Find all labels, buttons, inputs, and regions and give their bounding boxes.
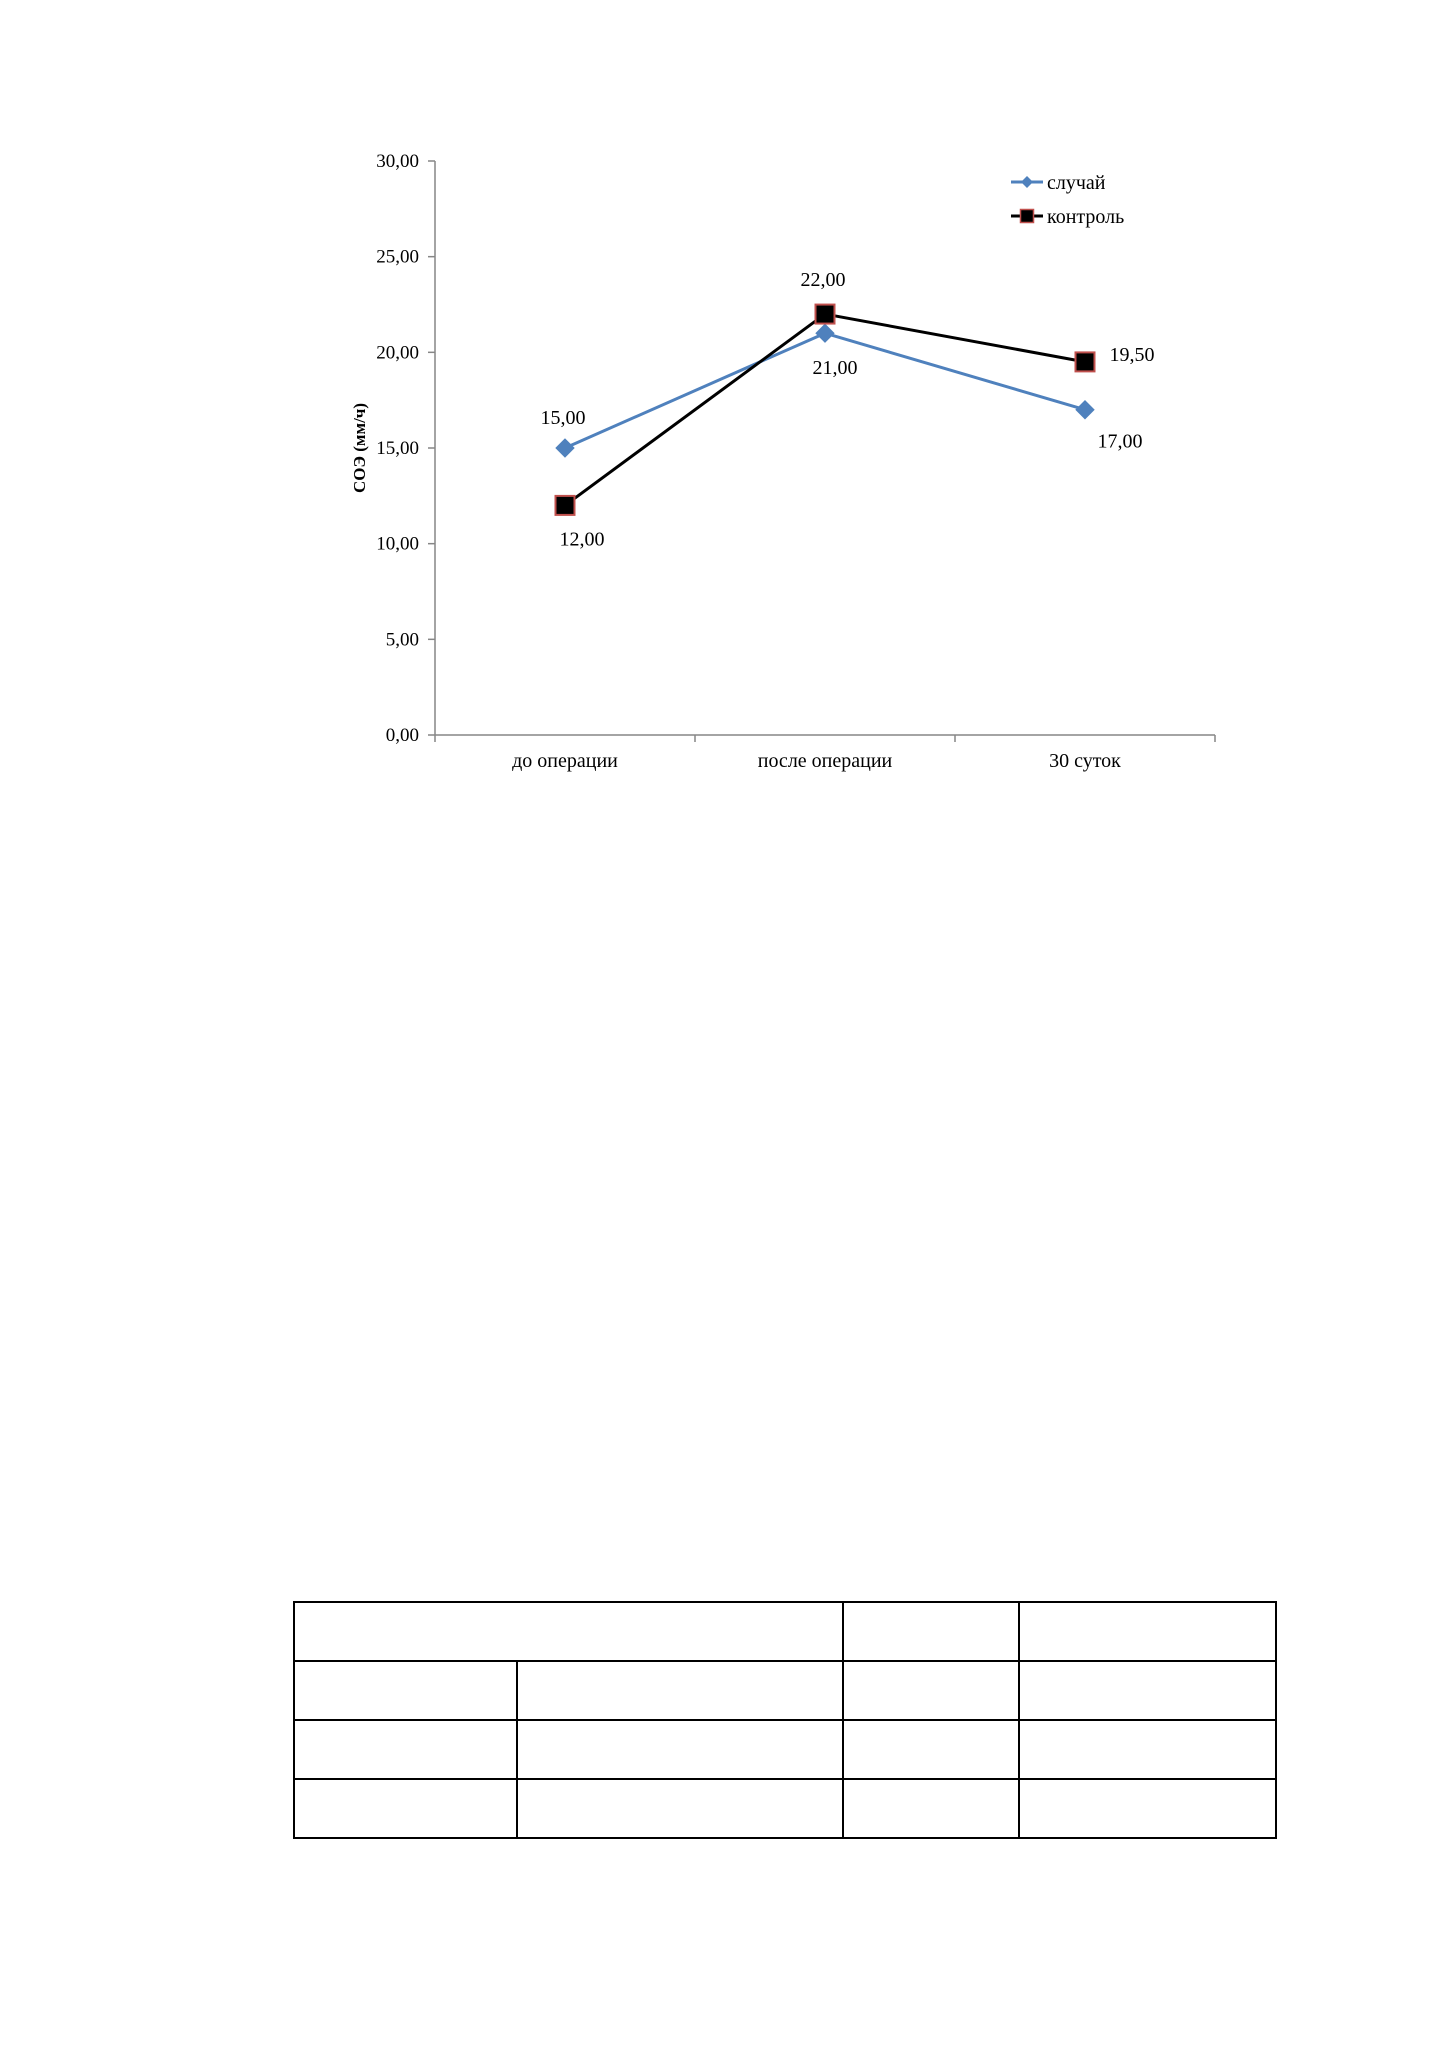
table-cell bbox=[843, 1661, 1019, 1720]
legend-marker bbox=[1021, 210, 1034, 223]
legend-label: случай bbox=[1047, 172, 1106, 194]
data-label: 19,50 bbox=[1109, 343, 1155, 366]
table-cell bbox=[1019, 1720, 1276, 1779]
x-tick-label: до операции bbox=[512, 750, 618, 772]
table-cell bbox=[1019, 1779, 1276, 1838]
table-cell bbox=[294, 1779, 517, 1838]
data-labels bbox=[541, 269, 1155, 550]
legend-marker bbox=[1021, 176, 1033, 188]
table-row bbox=[294, 1602, 1276, 1661]
y-tick-label: 5,00 bbox=[385, 629, 419, 651]
y-tick-label: 30,00 bbox=[376, 151, 419, 172]
table-cell bbox=[843, 1602, 1019, 1661]
data-point bbox=[1076, 352, 1095, 371]
y-tick-label: 25,00 bbox=[376, 246, 419, 268]
y-axis-title: СОЭ (мм/ч) bbox=[350, 402, 369, 494]
data-point bbox=[556, 439, 574, 457]
data-label: 21,00 bbox=[812, 357, 858, 380]
y-axis bbox=[376, 151, 435, 746]
table-cell bbox=[1019, 1661, 1276, 1720]
data-label: 17,00 bbox=[1097, 430, 1143, 453]
data-point bbox=[1076, 401, 1094, 419]
data-point bbox=[816, 305, 835, 324]
legend bbox=[1011, 172, 1124, 228]
table-cell bbox=[294, 1602, 843, 1661]
y-tick-label: 0,00 bbox=[385, 725, 419, 746]
data-point bbox=[816, 324, 834, 342]
y-tick-label: 10,00 bbox=[376, 533, 419, 555]
y-ticks bbox=[376, 151, 435, 746]
line-chart bbox=[0, 0, 1449, 820]
table-cell bbox=[1019, 1602, 1276, 1661]
table-cell bbox=[517, 1779, 843, 1838]
x-tick-label: после операции bbox=[757, 750, 893, 772]
table-row bbox=[294, 1720, 1276, 1779]
x-tick-label: 30 суток bbox=[1049, 750, 1121, 772]
data-label: 12,00 bbox=[559, 528, 605, 551]
series-markers bbox=[556, 305, 1095, 515]
series-line bbox=[565, 333, 1085, 448]
table-row bbox=[294, 1661, 1276, 1720]
legend-label: контроль bbox=[1047, 206, 1125, 228]
table-cell bbox=[517, 1661, 843, 1720]
table-cell bbox=[843, 1720, 1019, 1779]
data-label: 15,00 bbox=[540, 407, 586, 429]
table-cell bbox=[294, 1720, 517, 1779]
table-row bbox=[294, 1779, 1276, 1838]
y-tick-label: 15,00 bbox=[376, 438, 419, 459]
x-ticks bbox=[435, 735, 1215, 772]
y-tick-label: 20,00 bbox=[376, 342, 419, 364]
table-cell bbox=[294, 1661, 517, 1720]
table-cell bbox=[517, 1720, 843, 1779]
data-table bbox=[293, 1601, 1277, 1839]
x-axis bbox=[435, 735, 1215, 772]
data-point bbox=[556, 496, 575, 515]
data-label: 22,00 bbox=[800, 269, 846, 292]
table-cell bbox=[843, 1779, 1019, 1838]
